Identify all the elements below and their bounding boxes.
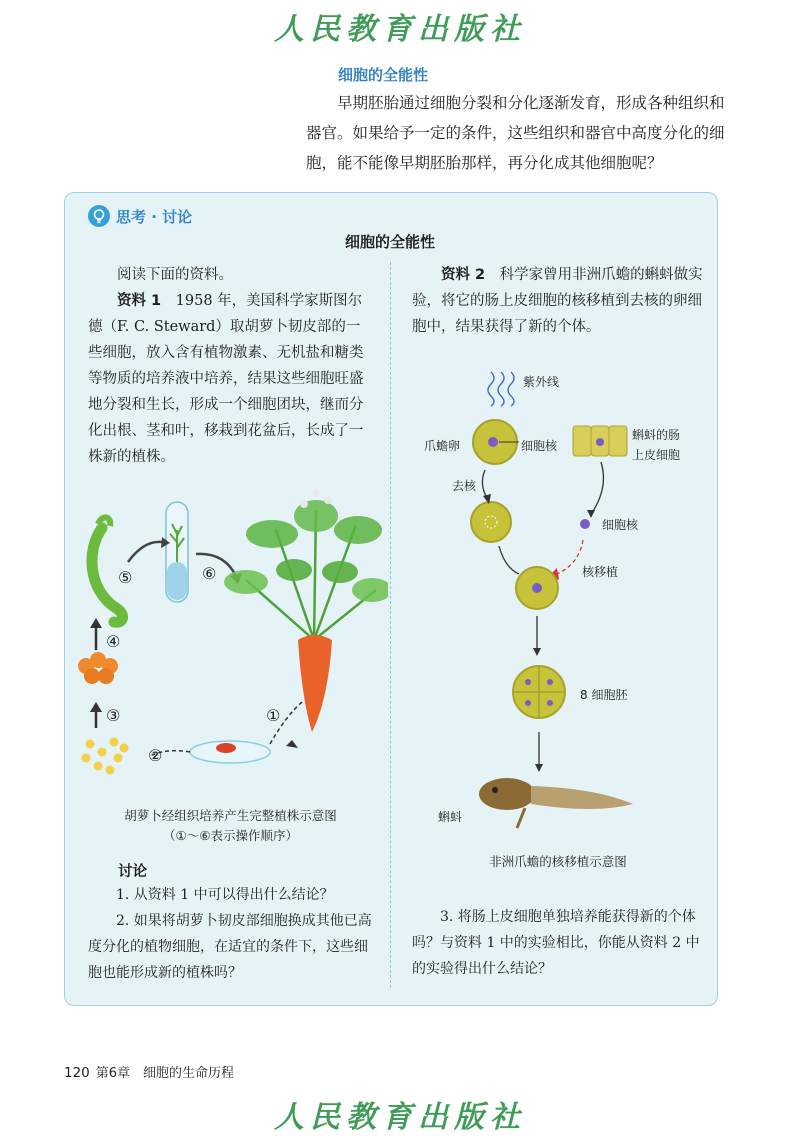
carrot-plant	[224, 491, 388, 733]
page-footer	[64, 1062, 234, 1081]
chapter-title: 第6章 细胞的生命历程	[95, 1066, 235, 1081]
label-uv: 紫外线	[523, 375, 560, 389]
fig2-caption: 非洲爪蟾的核移植示意图	[489, 854, 627, 869]
label-tadpole-intestine: 蝌蚪的肠	[632, 428, 681, 442]
discussion-title: 讨论	[118, 864, 147, 880]
arrow-extract	[591, 462, 603, 514]
think-discuss-label	[88, 205, 192, 227]
single-cells	[82, 738, 129, 775]
material1-label: 资料 1	[117, 293, 162, 309]
petri-dish	[190, 741, 270, 763]
isolated-nucleus	[580, 519, 590, 529]
step-4-label: ④	[106, 632, 121, 651]
fig1-caption-line1: 胡萝卜经组织培养产生完整植株示意图	[124, 808, 337, 823]
arrow-step3	[90, 702, 102, 712]
uv-rays	[488, 372, 514, 406]
section-title: 细胞的全能性	[338, 66, 429, 84]
question-1: 1. 从资料 1 中可以得出什么结论？	[116, 887, 334, 903]
label-nuclear-transfer: 核移植	[582, 565, 619, 579]
column-divider	[390, 262, 391, 988]
label-enucleate: 去核	[452, 479, 477, 493]
section-intro	[306, 88, 734, 178]
material1-text-block	[88, 262, 373, 470]
material1-body: 1958 年，美国科学家斯图尔德（F. C. Steward）取胡萝卜韧皮部的一些细胞，放入含有植物激素、无机盐和糖类等物质的培养液中培养，结果这些细胞旺盛地分裂和生长，形成一个细胞团块，继而分化出根、茎和叶，移栽到花盆后，长成了一株新的植株。	[88, 293, 364, 465]
step-6-label: ⑥	[202, 564, 217, 583]
step-2-label: ②	[148, 746, 163, 765]
arrow-step1-head	[286, 740, 298, 748]
label-frog-egg: 爪蟾卵	[424, 439, 461, 453]
intestinal-epithelial-cells	[573, 426, 627, 456]
arrow-step5	[128, 542, 162, 562]
discussion-right	[412, 904, 704, 982]
material1-paragraph	[88, 288, 373, 470]
publisher-logo-bottom: 人民教育出版社	[274, 1100, 526, 1135]
step-5-label: ⑤	[118, 568, 133, 587]
tadpole	[479, 778, 633, 828]
material2-label: 资料 2	[441, 267, 486, 283]
cell-mass	[78, 652, 118, 684]
lightbulb-icon	[88, 205, 110, 227]
arrow-enucleate	[482, 470, 487, 498]
question-3: 3. 将肠上皮细胞单独培养能获得新的个体吗？与资料 1 中的实验相比，你能从资料 2 中的实验得出什么结论？	[412, 909, 700, 977]
carrot-root	[298, 635, 332, 732]
label-epithelial-cell: 上皮细胞	[632, 448, 681, 462]
label-egg-nucleus: 细胞核	[521, 439, 558, 453]
arrow-step4	[90, 618, 102, 628]
material2-text-block	[412, 262, 704, 340]
label-tadpole: 蝌蚪	[438, 810, 463, 824]
label-8-cell-embryo: 8 细胞胚	[580, 688, 628, 702]
intro-paragraph: 早期胚胎通过细胞分裂和分化逐渐发育，形成各种组织和器官。如果给予一定的条件，这些组织和器官中高度分化的细胞，能不能像早期胚胎那样，再分化成其他细胞呢？	[306, 94, 725, 172]
think-discuss-text: 思考 · 讨论	[116, 207, 193, 226]
lead-text: 阅读下面的资料。	[117, 267, 233, 283]
material2-paragraph	[412, 262, 704, 340]
box-title: 细胞的全能性	[344, 233, 435, 251]
egg-nucleus	[488, 437, 498, 447]
discussion-left	[88, 882, 373, 986]
page-number: 120	[64, 1065, 90, 1081]
step-3-label: ③	[106, 706, 121, 725]
label-isolated-nucleus: 细胞核	[602, 518, 639, 532]
culture-medium	[167, 562, 187, 600]
question-2: 2. 如果将胡萝卜韧皮部细胞换成其他已高度分化的植物细胞，在适宜的条件下，这些细胞也能形成新的植株吗？	[88, 913, 372, 981]
eight-cell-embryo	[513, 666, 565, 718]
step-1-label: ①	[266, 706, 281, 725]
material2-body: 科学家曾用非洲爪蟾的蝌蚪做实验，将它的肠上皮细胞的核移植到去核的卵细胞中，结果获得了新的个体。	[412, 267, 703, 335]
enucleated-egg	[471, 502, 511, 542]
arrow-transfer	[557, 540, 583, 574]
publisher-logo-top: 人民教育出版社	[274, 12, 526, 47]
fig1-caption-line2: （①～⑥表示操作顺序）	[163, 828, 298, 843]
